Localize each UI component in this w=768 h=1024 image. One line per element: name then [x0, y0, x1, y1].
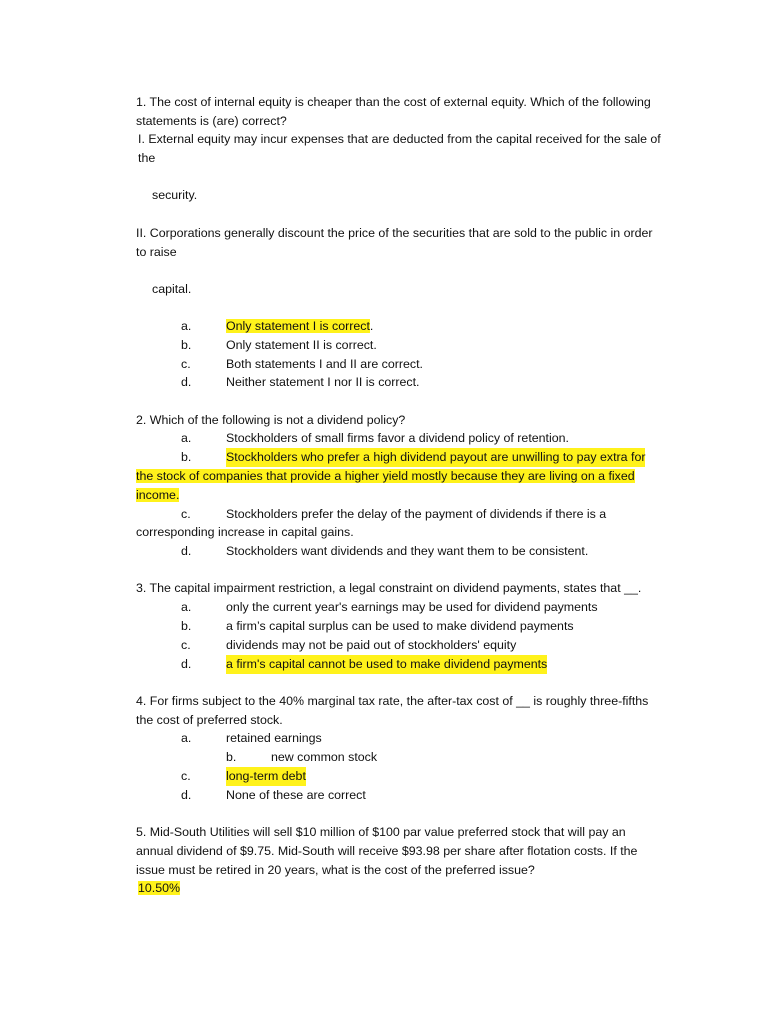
q1-option-c	[0, 355, 768, 374]
q2-option-c-continued: corresponding increase in capital gains.	[136, 525, 354, 539]
q1-option-d	[0, 373, 768, 392]
option-label: d.	[181, 544, 192, 558]
q1-option-b	[0, 336, 768, 355]
option-text: Stockholders prefer the delay of the payment of dividends if there is a	[226, 507, 607, 521]
highlighted-answer: 10.50%	[138, 881, 181, 895]
q4-option-a	[0, 729, 768, 748]
option-text: a firm’s capital surplus can be used to make dividend payments	[226, 619, 574, 633]
option-label: a.	[181, 319, 192, 333]
option-text: dividends may not be paid out of stockholders' equity	[226, 638, 517, 652]
q5-answer	[138, 879, 180, 898]
q3-option-c	[0, 636, 768, 655]
q2-option-c	[0, 505, 768, 524]
option-label: c.	[181, 638, 191, 652]
option-text: only the current year's earnings may be used for dividend payments	[226, 600, 598, 614]
option-text: None of these are correct	[226, 788, 366, 802]
highlighted-answer-cont: the stock of companies that provide a higher yield mostly because they are living on a fixed income.	[136, 469, 635, 502]
q2-question: 2. Which of the following is not a dividend policy?	[136, 413, 406, 427]
option-label: d.	[181, 788, 192, 802]
q2-option-b-continued	[136, 467, 664, 505]
highlighted-answer: a firm's capital cannot be used to make dividend payments	[226, 655, 547, 674]
option-label: b.	[181, 619, 192, 633]
q3-option-a	[0, 598, 768, 617]
option-text: new common stock	[271, 750, 378, 764]
option-label: b.	[226, 750, 237, 764]
option-label: b.	[181, 338, 192, 352]
highlighted-answer: long-term debt	[226, 767, 306, 786]
q3-option-d	[0, 655, 768, 674]
option-text: Both statements I and II are correct.	[226, 357, 423, 371]
q4-option-d	[0, 786, 768, 805]
q1-statement-1-cont: security.	[152, 188, 198, 202]
option-label: c.	[181, 507, 191, 521]
q1-question: 1. The cost of internal equity is cheaper than the cost of external equity. Which of the following statements is (are) correct?	[136, 95, 651, 128]
q3-option-b	[0, 617, 768, 636]
q4-option-c	[0, 767, 768, 786]
q4-question: 4. For firms subject to the 40% marginal tax rate, the after-tax cost of __ is roughly three-fifths the cost of preferred stock.	[136, 694, 649, 727]
highlighted-answer: Only statement I is correct	[226, 319, 370, 333]
option-text: Stockholders of small firms favor a dividend policy of retention.	[226, 431, 569, 445]
q2-option-a	[0, 429, 768, 448]
option-text	[226, 317, 373, 336]
option-text: Only statement II is correct.	[226, 338, 377, 352]
option-text: Neither statement I nor II is correct.	[226, 375, 420, 389]
q5-question: 5. Mid-South Utilities will sell $10 million of $100 par value preferred stock that will pay an annual dividend of $9.75. Mid-South will receive $93.98 per share after flotation costs. If the issue must be retired in 20 years, what is the cost of the preferred issue?	[136, 825, 638, 877]
q1-statement-2: II. Corporations generally discount the price of the securities that are sold to the public in order to raise	[136, 226, 653, 259]
highlighted-answer: Stockholders who prefer a high dividend payout are unwilling to pay extra for	[226, 448, 645, 467]
q3-question: 3. The capital impairment restriction, a legal constraint on dividend payments, states that __.	[136, 581, 642, 595]
q2-option-d	[0, 542, 768, 561]
option-label: a.	[181, 600, 192, 614]
option-label: d.	[181, 657, 192, 671]
q1-option-a	[0, 317, 768, 336]
q2-option-b	[0, 448, 768, 467]
option-label: a.	[181, 731, 192, 745]
option-label: c.	[181, 769, 191, 783]
q1-statement-1: I. External equity may incur expenses that are deducted from the capital received for the sale of the	[138, 132, 661, 165]
q4-option-b	[0, 748, 768, 767]
option-label: c.	[181, 357, 191, 371]
option-text-suffix: .	[369, 319, 374, 333]
option-label: d.	[181, 375, 192, 389]
option-label: a.	[181, 431, 192, 445]
option-text: retained earnings	[226, 731, 322, 745]
option-label: b.	[181, 450, 192, 464]
q1-statement-2-cont: capital.	[152, 282, 192, 296]
option-text: Stockholders want dividends and they want them to be consistent.	[226, 544, 589, 558]
